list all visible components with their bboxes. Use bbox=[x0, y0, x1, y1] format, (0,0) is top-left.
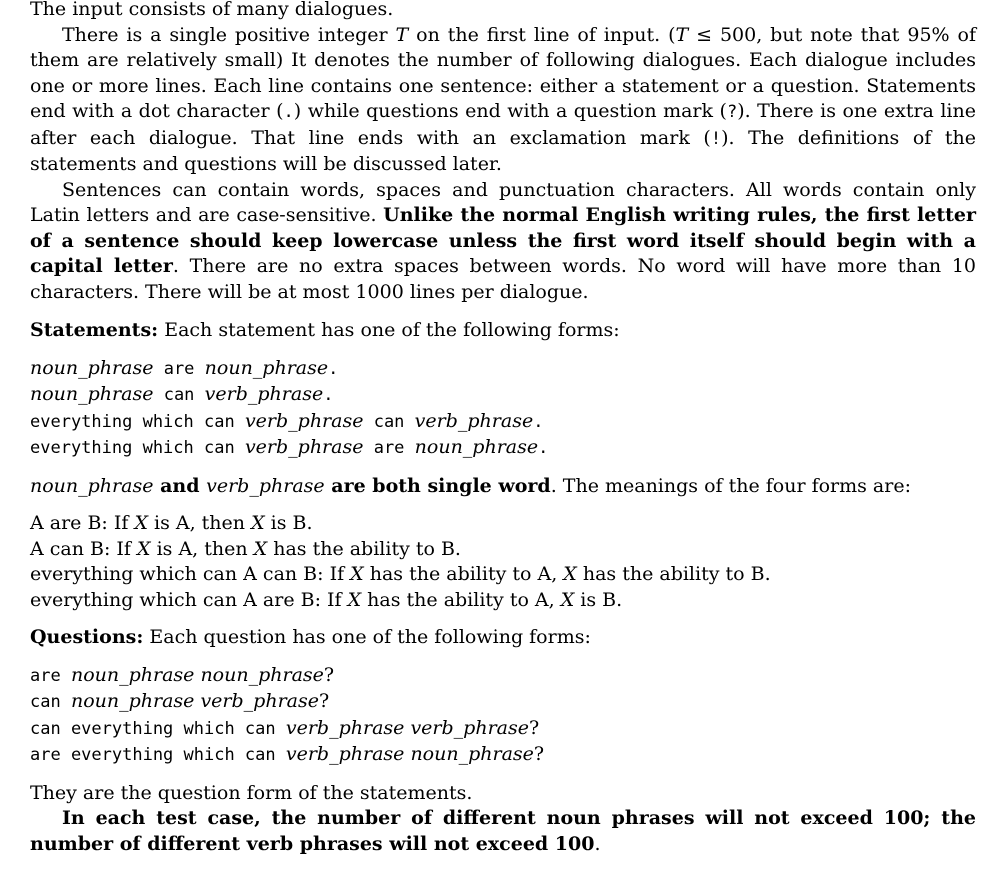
questions-heading-line bbox=[30, 625, 976, 651]
punct: . bbox=[533, 411, 544, 432]
punct: ? bbox=[528, 716, 540, 739]
text: A can B: If bbox=[30, 537, 137, 560]
placeholder: verb_phrase bbox=[204, 383, 324, 405]
text: everything which can A can B: If bbox=[30, 563, 351, 585]
code-char: . bbox=[283, 102, 294, 122]
keyword: can bbox=[30, 692, 71, 712]
math-var: X bbox=[560, 588, 575, 611]
code-char: ! bbox=[710, 128, 722, 149]
meaning-line bbox=[30, 588, 976, 614]
meaning-line bbox=[30, 537, 976, 563]
question-form bbox=[30, 689, 976, 716]
placeholder: verb_phrase bbox=[206, 474, 325, 497]
math-var: X bbox=[134, 512, 148, 534]
text: is B. bbox=[574, 588, 623, 611]
section-heading: Statements: bbox=[30, 319, 159, 341]
statement-form bbox=[30, 356, 976, 383]
punct: . bbox=[538, 438, 549, 458]
math-var: X bbox=[253, 537, 268, 560]
placeholder: verb_phrase bbox=[244, 436, 364, 458]
math-var: X bbox=[563, 563, 577, 585]
keyword: can bbox=[363, 411, 415, 432]
keyword: are bbox=[363, 438, 415, 458]
punct: ? bbox=[533, 743, 545, 765]
text: has the ability to B. bbox=[267, 537, 461, 560]
code-char: ? bbox=[726, 102, 738, 122]
punct: . bbox=[328, 358, 339, 379]
text: ≤ 500, but note that 95% of them are relatively small) It denotes the number of following dialogues. Each dialogue includes one or more lines. Each line contains one sentence: either a statement or a question. Statements end with a dot character ( bbox=[30, 23, 976, 122]
meaning-line bbox=[30, 562, 976, 588]
punct: . bbox=[323, 385, 334, 405]
meaning-line bbox=[30, 511, 976, 537]
keyword: everything which can bbox=[30, 438, 245, 458]
text: Each question has one of the following forms: bbox=[143, 626, 591, 648]
text: A are B: If bbox=[30, 512, 135, 534]
problem-statement bbox=[30, 0, 976, 857]
bold-text: Unlike the normal English writing rules, the first letter of a sentence should keep lowercase unless the first word itself should begin with a capital letter bbox=[30, 204, 976, 277]
math-var: X bbox=[251, 512, 265, 534]
math-var: X bbox=[350, 563, 364, 585]
placeholder: noun_phrase bbox=[30, 474, 154, 497]
question-form bbox=[30, 663, 976, 690]
bold-text: are both single word bbox=[324, 474, 551, 497]
statement-form bbox=[30, 409, 976, 436]
math-var: X bbox=[347, 588, 362, 611]
statements-heading-line bbox=[30, 318, 976, 344]
text: . The meanings of the four forms are: bbox=[550, 474, 911, 497]
meanings-list bbox=[30, 511, 976, 613]
punct: ? bbox=[318, 690, 330, 712]
placeholder: noun_phrase noun_phrase bbox=[70, 663, 324, 686]
math-var: T bbox=[395, 23, 409, 46]
text: has the ability to A, bbox=[363, 563, 564, 585]
statement-form bbox=[30, 382, 976, 409]
math-var: X bbox=[137, 537, 151, 560]
placeholder: noun_phrase bbox=[30, 356, 154, 379]
section-heading: Questions: bbox=[30, 626, 144, 648]
text: Sentences can contain words, spaces and punctuation characters. All words contain only Latin letters and are case-sensitive. bbox=[30, 178, 976, 226]
text: Each statement has one of the following forms: bbox=[158, 319, 620, 341]
keyword: are everything which can bbox=[30, 745, 286, 765]
keyword: can everything which can bbox=[30, 718, 286, 739]
intro-line: The input consists of many dialogues. bbox=[30, 0, 394, 20]
placeholder: noun_phrase bbox=[204, 356, 329, 379]
final-note bbox=[30, 806, 976, 857]
text: has the ability to B. bbox=[576, 563, 771, 585]
single-word-note bbox=[30, 474, 976, 500]
placeholder: noun_phrase verb_phrase bbox=[70, 690, 319, 712]
paragraph-input-format bbox=[30, 23, 976, 178]
text: . There are no extra spaces between words. No word will have more than 10 characters. There will be at most 1000 lines per dialogue. bbox=[30, 255, 977, 303]
text: is A, then bbox=[150, 537, 254, 560]
question-forms bbox=[30, 663, 976, 769]
punct: ? bbox=[323, 663, 335, 686]
placeholder: noun_phrase bbox=[414, 436, 539, 458]
question-form bbox=[30, 716, 976, 743]
keyword: are bbox=[30, 665, 71, 686]
statement-forms bbox=[30, 356, 976, 462]
keyword: can bbox=[153, 385, 205, 405]
text: . bbox=[594, 832, 601, 855]
placeholder: noun_phrase bbox=[30, 383, 154, 405]
placeholder: verb_phrase noun_phrase bbox=[285, 743, 534, 765]
placeholder: verb_phrase verb_phrase bbox=[285, 716, 529, 739]
keyword: everything which can bbox=[30, 411, 245, 432]
keyword: are bbox=[153, 358, 205, 379]
math-var: T bbox=[675, 23, 689, 46]
text: is A, then bbox=[147, 512, 252, 534]
closing-line: They are the question form of the statements. bbox=[30, 781, 473, 804]
paragraph-sentences bbox=[30, 178, 976, 306]
text: ) while questions end with a question mark ( bbox=[293, 100, 727, 122]
text: ). There is one extra line after each dialogue. That line ends with an exclamation mark ( bbox=[30, 100, 976, 149]
question-form bbox=[30, 742, 976, 769]
text: has the ability to A, bbox=[361, 588, 561, 611]
bold-text: In each test case, the number of different noun phrases will not exceed 100; the number of different verb phrases will not exceed 100 bbox=[30, 807, 976, 855]
text: is B. bbox=[264, 512, 313, 534]
text: There is a single positive integer bbox=[62, 23, 396, 46]
placeholder: verb_phrase bbox=[414, 409, 534, 432]
statement-form bbox=[30, 435, 976, 462]
text: ). The definitions of the statements and questions will be discussed later. bbox=[30, 126, 976, 175]
text: on the first line of input. ( bbox=[408, 23, 676, 46]
placeholder: verb_phrase bbox=[244, 409, 364, 432]
bold-text: and bbox=[153, 474, 207, 497]
text: everything which can A are B: If bbox=[30, 588, 348, 611]
